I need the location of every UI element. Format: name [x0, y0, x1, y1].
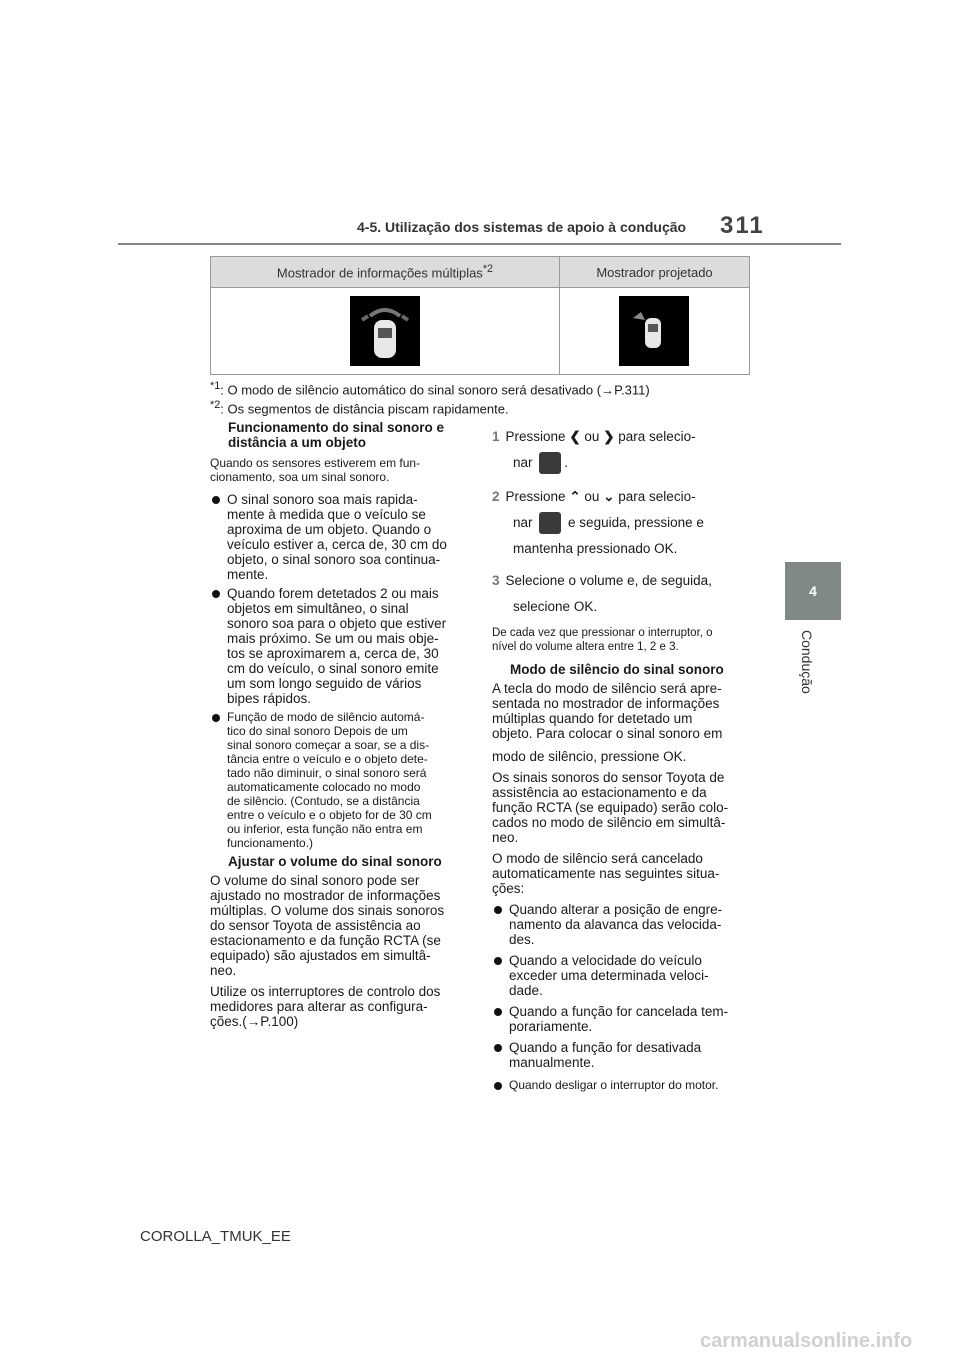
paragraph-volume: O volume do sinal sonoro pode ser ajustado no mostrador de informações múltiplas. O volume dos sinais sonoros do sensor Toyota de assistência ao estacionamento e da função RCTA (se equipado) são ajustados em simultâ- neo.	[210, 873, 445, 978]
step-1: 1 Pressione ❮ ou ❯ para selecio- nar .	[492, 424, 762, 476]
up-arrow-icon: ⌃	[569, 489, 581, 504]
bullet-2: Quando forem detetados 2 ou mais objetos em simultâneo, o sinal sonoro soa para o objeto que estiver mais próximo. Se um ou mais obje- tos se aproximarem a, cerca de, 30 cm do veículo, o sinal sonoro emite um som longo seguido de vários bipes rápidos.	[210, 586, 470, 706]
car-sensor-mid-icon	[350, 296, 420, 366]
footnote-1: $^{*1}$: O modo de silêncio automático do sinal sonoro será desativado (→P.311)	[210, 380, 650, 398]
table-header-mid: Mostrador de informações múltiplas$^{*2}$	[211, 257, 560, 288]
watermark: carmanualsonline.info	[700, 1330, 913, 1352]
right-bullet-4: Quando a função for desativada manualmente.	[492, 1040, 762, 1070]
paragraph-simultaneous: Os sinais sonoros do sensor Toyota de assistência ao estacionamento e da função RCTA (se equipado) serão colo- cados no modo de silêncio em simultâ- neo.	[492, 770, 729, 845]
right-column	[492, 424, 762, 1092]
ok-button-icon: OK	[654, 541, 674, 556]
right-bullet-3: Quando a função for cancelada tem- porariamente.	[492, 1004, 762, 1034]
paragraph-silence-press: modo de silêncio, pressione OK.	[492, 749, 687, 764]
chapter-number: 4	[809, 583, 817, 599]
bullet-1: O sinal sonoro soa mais rapida- mente à medida que o veículo se aproxima de um objeto. Quando o veículo estiver a, cerca de, 30 cm do objeto, o sinal sonoro soa continua- mente.	[210, 492, 470, 582]
heading-beep-function: Funcionamento do sinal sonoro e distância a um objeto	[228, 420, 445, 450]
table-header-hud: Mostrador projetado	[559, 257, 749, 288]
step-3: 3 Selecione o volume e, de seguida, selecione OK.	[492, 573, 712, 614]
hud-image-cell	[559, 288, 749, 375]
footer-model: COROLLA_TMUK_EE	[140, 1228, 291, 1245]
car-sensor-hud-icon	[619, 296, 689, 366]
left-arrow-icon: ❮	[569, 429, 581, 444]
parking-sensor-icon	[539, 512, 561, 534]
right-arrow-icon: ❯	[603, 429, 615, 444]
down-arrow-icon: ⌄	[603, 489, 615, 504]
step-2: 2 Pressione ⌃ ou ⌄ para selecio- nar e seguida, pressione e mantenha pressionado OK.	[492, 489, 704, 556]
heading-volume: Ajustar o volume do sinal sonoro	[228, 854, 442, 869]
chapter-label: Condução	[799, 630, 815, 694]
left-column	[210, 420, 470, 1029]
heading-silence-mode: Modo de silêncio do sinal sonoro	[510, 662, 724, 677]
note-volume-levels: De cada vez que pressionar o interruptor, o nível do volume altera entre 1, 2 e 3.	[492, 627, 713, 653]
section-title: 4-5. Utilização dos sistemas de apoio à condução	[357, 219, 687, 235]
right-bullet-5: Quando desligar o interruptor do motor.	[492, 1078, 762, 1092]
right-bullet-2: Quando a velocidade do veículo exceder uma determinada veloci- dade.	[492, 953, 762, 998]
ok-button-icon: OK	[573, 599, 594, 614]
paragraph-cancel: O modo de silêncio será cancelado automaticamente nas seguintes situa- ções:	[492, 851, 720, 896]
right-bullet-1: Quando alterar a posição de engre- namento da alavanca das velocida- des.	[492, 902, 762, 947]
paragraph-silence-key: A tecla do modo de silêncio será apre- sentada no mostrador de informações múltiplas quando for detetado um objeto. Para colocar o sinal sonoro em	[492, 681, 723, 741]
display-table	[210, 256, 750, 375]
paragraph-intro: Quando os sensores estiverem em fun- cionamento, soa um sinal sonoro.	[210, 456, 421, 484]
header-divider	[118, 243, 841, 245]
paragraph-switches: Utilize os interruptores de controlo dos medidores para alterar as configura- ções.(→P.100)	[210, 984, 441, 1029]
bullet-3: Função de modo de silêncio automá- tico do sinal sonoro Depois de um sinal sonoro começar a soar, se a dis- tância entre o veículo e o objeto dete- tado não diminuir, o sinal sonoro será automaticamente colocado no modo de silêncio. (Contudo, se a distância entre o veículo e o objeto for de 30 cm ou inferior, esta função não entra em funcionamento.)	[210, 710, 470, 850]
mid-image-cell	[211, 288, 560, 375]
gear-icon	[539, 452, 561, 474]
footnote-2: $^{*2}$: Os segmentos de distância piscam rapidamente.	[210, 399, 509, 417]
chapter-tab	[785, 562, 841, 620]
page-number: 311	[720, 212, 765, 239]
ok-button-icon: OK	[663, 749, 683, 764]
